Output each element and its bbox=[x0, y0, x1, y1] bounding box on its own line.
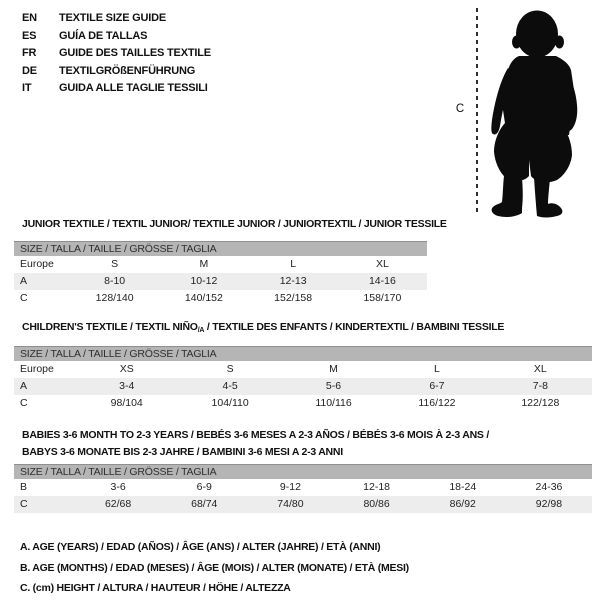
childrens-title-pre: CHILDREN'S TEXTILE / TEXTIL NIÑO bbox=[22, 321, 198, 333]
dashed-height-line-icon bbox=[476, 8, 478, 213]
table-cell: S bbox=[111, 258, 119, 270]
table-cell: 9-12 bbox=[279, 481, 301, 493]
table-cell: XL bbox=[533, 363, 547, 375]
table-cell: M bbox=[199, 258, 209, 270]
table-cell: 6-7 bbox=[429, 380, 445, 392]
language-row bbox=[22, 10, 211, 28]
table-cell: 74/80 bbox=[277, 498, 304, 510]
childrens-title-sub: /A bbox=[197, 327, 205, 334]
language-code: FR bbox=[22, 47, 37, 59]
language-title: GUIDE DES TAILLES TEXTILE bbox=[59, 47, 211, 59]
table-cell: 152/158 bbox=[274, 292, 313, 304]
junior-size-table bbox=[14, 241, 427, 307]
table-cell: 128/140 bbox=[95, 292, 134, 304]
row-label: A bbox=[20, 275, 28, 287]
language-code: EN bbox=[22, 12, 37, 24]
table-row bbox=[14, 479, 592, 496]
table-cell: L bbox=[290, 258, 297, 270]
table-header-bar: SIZE / TALLA / TAILLE / GRÖSSE / TAGLIA bbox=[14, 241, 427, 256]
table-cell: L bbox=[434, 363, 440, 375]
height-measure-label: C bbox=[455, 103, 465, 115]
table-cell: 92/98 bbox=[535, 498, 563, 510]
row-label: B bbox=[20, 481, 28, 493]
row-label: C bbox=[20, 397, 28, 409]
table-cell: 158/170 bbox=[363, 292, 402, 304]
table-cell: 14-16 bbox=[368, 275, 396, 287]
row-label: C bbox=[20, 292, 28, 304]
table-row bbox=[14, 290, 427, 307]
table-cell: 4-5 bbox=[222, 380, 238, 392]
table-cell: 5-6 bbox=[325, 380, 342, 392]
footnote-b: B. AGE (MONTHS) / EDAD (MESES) / ÂGE (MOIS) / ALTER (MONATE) / ETÀ (MESI) bbox=[20, 561, 409, 574]
table-cell: M bbox=[329, 363, 338, 375]
language-list bbox=[22, 10, 211, 98]
table-row bbox=[14, 256, 427, 273]
table-cell: 62/68 bbox=[104, 498, 132, 510]
table-cell: 12-18 bbox=[363, 481, 391, 493]
table-cell: 122/128 bbox=[521, 397, 560, 409]
table-cell: 12-13 bbox=[279, 275, 307, 287]
table-row bbox=[14, 378, 592, 395]
babies-size-table bbox=[14, 464, 592, 513]
table-cell: 104/110 bbox=[211, 397, 249, 409]
table-row bbox=[14, 361, 592, 378]
table-cell: 98/104 bbox=[110, 397, 143, 409]
language-code: IT bbox=[22, 82, 32, 94]
table-row bbox=[14, 395, 592, 412]
table-cell: 68/74 bbox=[191, 498, 218, 510]
table-cell: 24-36 bbox=[535, 481, 563, 493]
childrens-title-post: / TEXTILE DES ENFANTS / KINDERTEXTIL / BAMBINI TESSILE bbox=[204, 321, 505, 333]
language-row bbox=[22, 63, 211, 81]
childrens-size-table bbox=[14, 346, 592, 412]
language-row bbox=[22, 45, 211, 63]
toddler-silhouette-icon bbox=[486, 10, 593, 223]
table-cell: S bbox=[226, 363, 234, 375]
footnote-c: C. (cm) HEIGHT / ALTURA / HAUTEUR / HÖHE / ALTEZZA bbox=[20, 582, 291, 594]
table-row bbox=[14, 496, 592, 513]
table-cell: 3-6 bbox=[110, 481, 126, 493]
language-code: ES bbox=[22, 29, 37, 42]
babies-title-line1: BABIES 3-6 MONTH TO 2-3 YEARS / BEBÉS 3-6 MESES A 2-3 AÑOS / BÉBÉS 3-6 MOIS À 2-3 ANS / bbox=[22, 429, 490, 441]
language-code: DE bbox=[22, 64, 37, 77]
language-title: GUÍA DE TALLAS bbox=[59, 29, 148, 42]
row-label: A bbox=[20, 380, 28, 392]
table-row bbox=[14, 273, 427, 290]
table-cell: 18-24 bbox=[449, 481, 477, 493]
row-label: Europe bbox=[20, 363, 54, 375]
table-cell: 86/92 bbox=[449, 498, 476, 510]
language-title: TEXTILGRÖßENFÜHRUNG bbox=[59, 64, 196, 77]
junior-section-title: JUNIOR TEXTILE / TEXTIL JUNIOR/ TEXTILE JUNIOR / JUNIORTEXTIL / JUNIOR TESSILE bbox=[22, 218, 447, 230]
table-cell: 3-4 bbox=[119, 380, 135, 392]
table-cell: 80/86 bbox=[363, 498, 390, 510]
table-cell: 110/116 bbox=[315, 397, 352, 409]
table-cell: 8-10 bbox=[104, 275, 126, 287]
childrens-section-title bbox=[22, 319, 504, 339]
language-title: TEXTILE SIZE GUIDE bbox=[59, 12, 167, 24]
language-title: GUIDA ALLE TAGLIE TESSILI bbox=[59, 82, 208, 94]
table-cell: 6-9 bbox=[196, 481, 212, 493]
table-cell: XS bbox=[119, 363, 134, 375]
table-cell: XL bbox=[375, 258, 389, 270]
language-row bbox=[22, 80, 211, 98]
language-row bbox=[22, 28, 211, 46]
footnote-a: A. AGE (YEARS) / EDAD (AÑOS) / ÂGE (ANS) / ALTER (JAHRE) / ETÀ (ANNI) bbox=[20, 541, 381, 553]
table-cell: 140/152 bbox=[184, 292, 223, 304]
babies-section-title bbox=[22, 427, 489, 461]
table-cell: 116/122 bbox=[418, 397, 456, 409]
row-label: Europe bbox=[20, 258, 54, 270]
table-cell: 10-12 bbox=[190, 275, 218, 287]
babies-title-line2: BABYS 3-6 MONATE BIS 2-3 JAHRE / BAMBINI 3-6 MESI A 2-3 ANNI bbox=[22, 446, 343, 458]
table-header-bar: SIZE / TALLA / TAILLE / GRÖSSE / TAGLIA bbox=[14, 464, 592, 479]
footnotes bbox=[20, 537, 409, 599]
row-label: C bbox=[20, 498, 28, 510]
table-cell: 7-8 bbox=[532, 380, 548, 392]
table-header-bar: SIZE / TALLA / TAILLE / GRÖSSE / TAGLIA bbox=[14, 346, 592, 361]
